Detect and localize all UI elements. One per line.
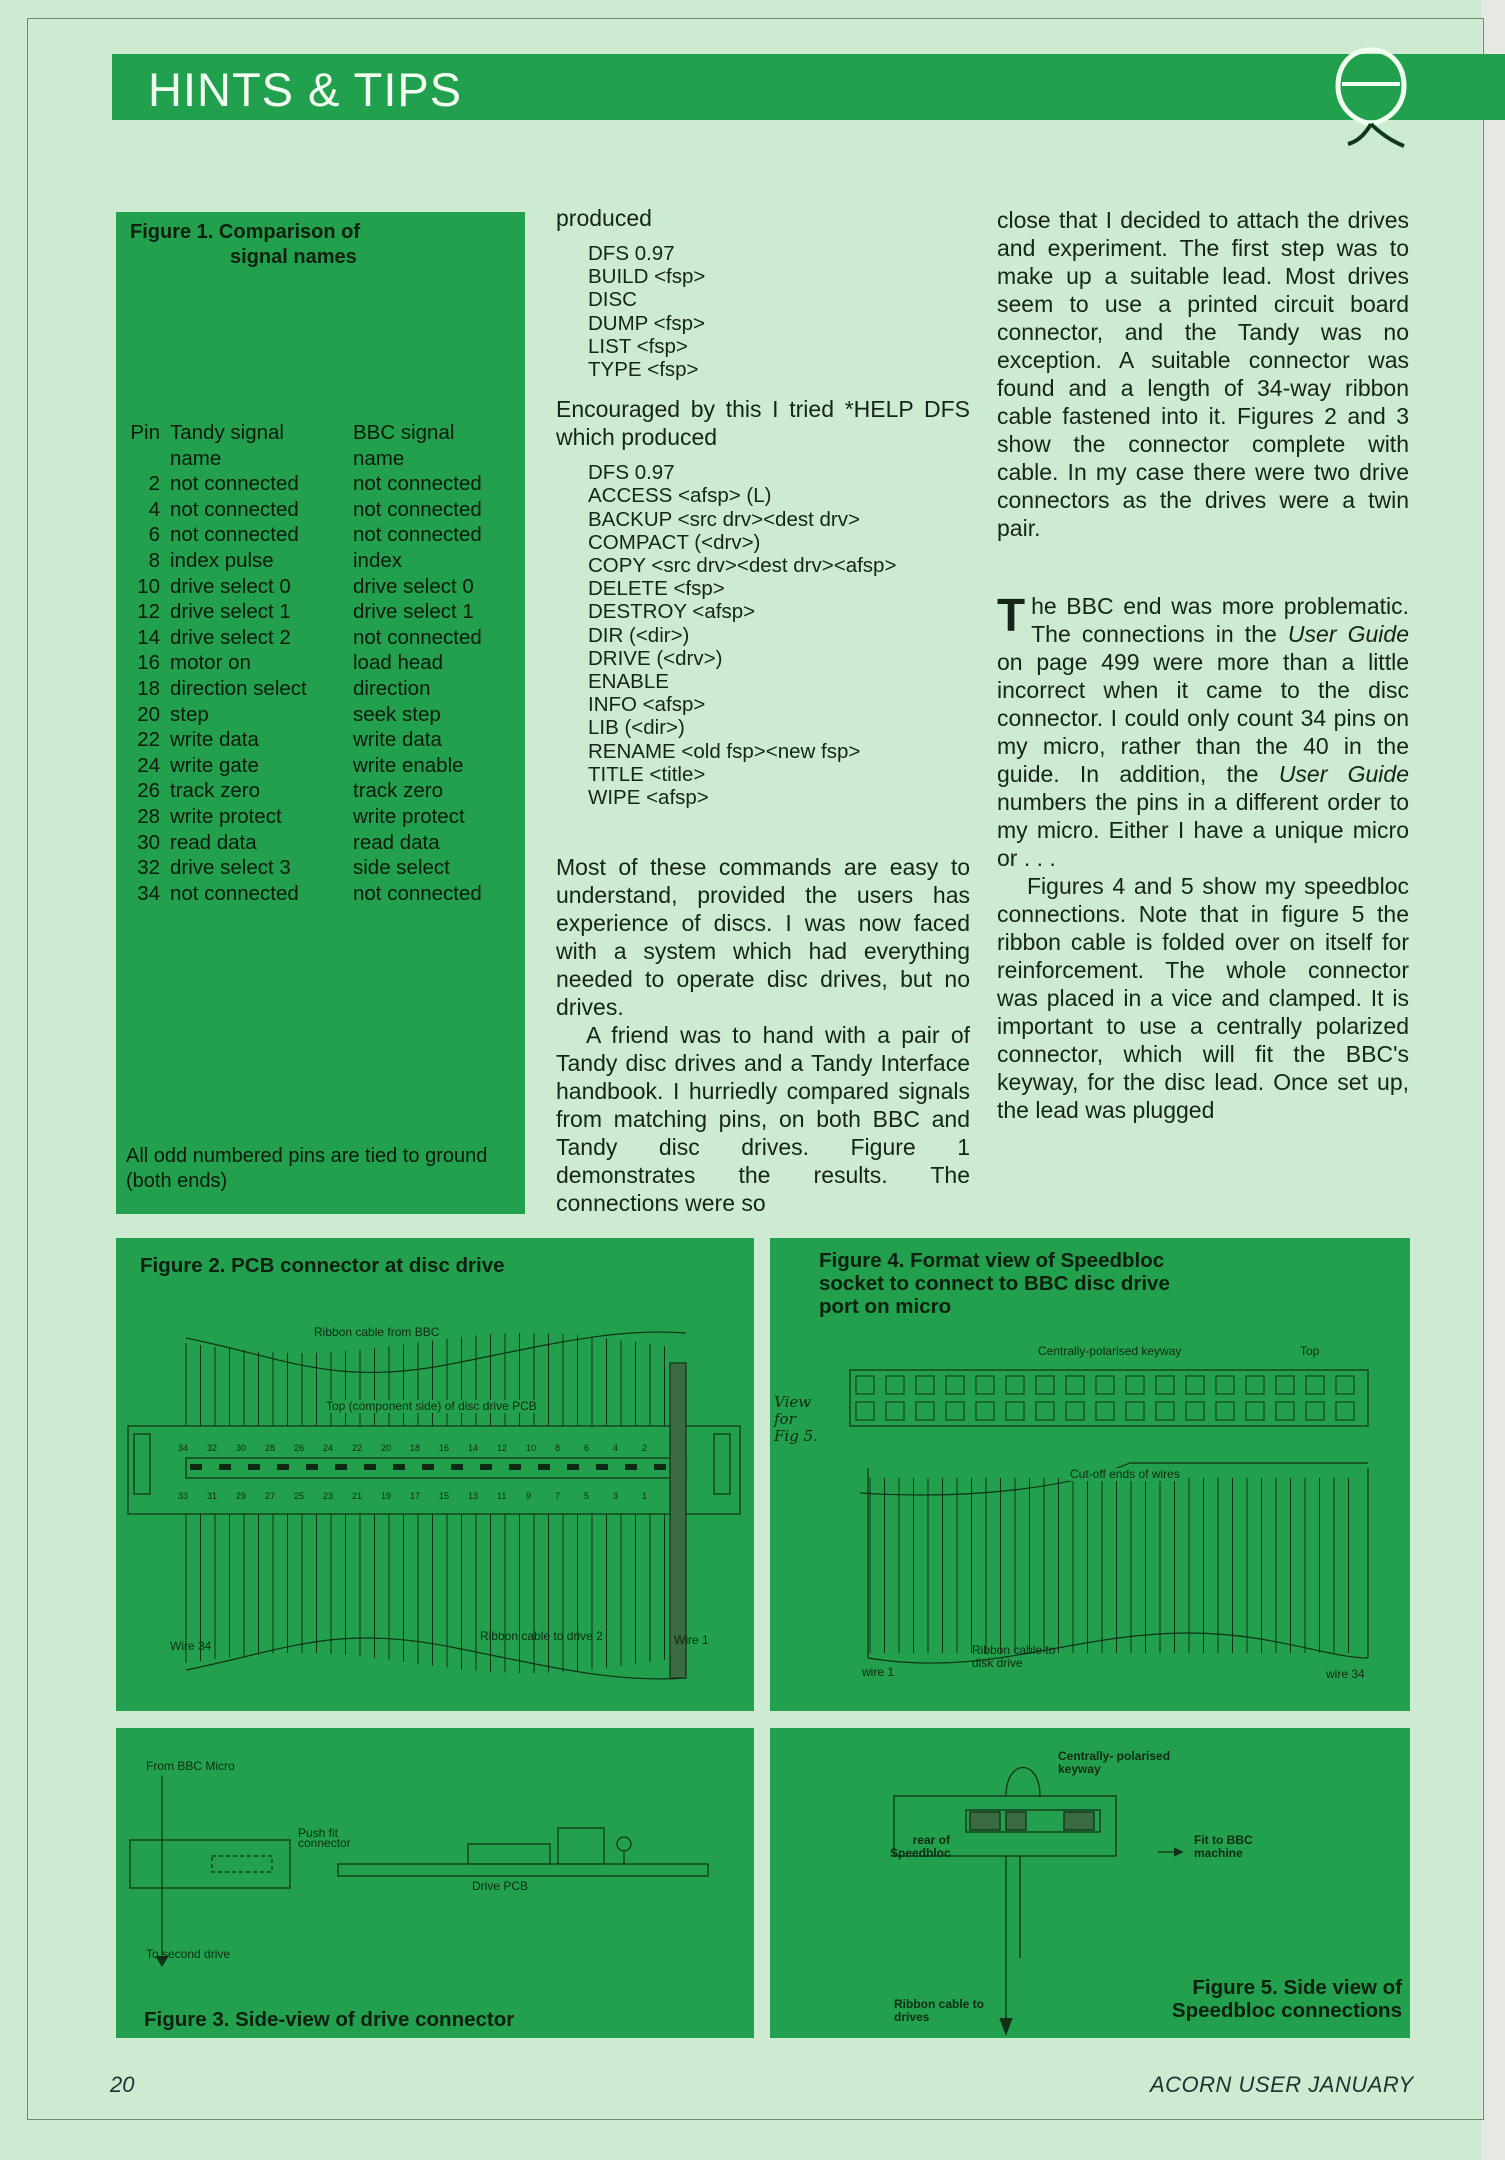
- col-pin: Pin: [130, 421, 160, 444]
- bbc-signal: side select: [353, 856, 450, 880]
- socket-cell: [1096, 1402, 1114, 1420]
- tandy-signal: write gate: [170, 753, 259, 777]
- label-ribbon-to: Ribbon cable to drive 2: [480, 1629, 603, 1643]
- pin-number: 34: [137, 881, 160, 905]
- code-line: ENABLE: [588, 670, 669, 694]
- pin-label: 14: [468, 1443, 479, 1453]
- pin-contact: [538, 1464, 550, 1470]
- caption-line: signal names: [230, 246, 357, 268]
- pin-number: 6: [148, 523, 160, 547]
- bbc-signal: index: [353, 548, 403, 572]
- code-line: TYPE <fsp>: [588, 358, 699, 382]
- pin-label: 18: [410, 1443, 421, 1453]
- col-tandy: Tandy signal: [170, 421, 284, 444]
- table-row: [126, 855, 521, 881]
- socket-cell: [1126, 1402, 1144, 1420]
- text-run: he BBC end was more problematic. The connections in the: [1031, 593, 1409, 647]
- socket-cell: [976, 1402, 994, 1420]
- bbc-signal: not connected: [353, 497, 482, 521]
- table-row: [126, 625, 521, 651]
- socket-cell: [1336, 1376, 1354, 1394]
- pin-number: 32: [137, 856, 160, 880]
- label-top: Top: [1300, 1344, 1320, 1358]
- tandy-signal: direction select: [170, 676, 307, 700]
- code-line: LIST <fsp>: [588, 334, 688, 358]
- code-line: ACCESS <afsp> (L): [588, 484, 772, 508]
- handwritten-note: View for Fig 5.: [774, 1393, 818, 1445]
- pin-number: 8: [148, 548, 160, 572]
- acorn-icon: [1328, 44, 1414, 154]
- table-row: [126, 804, 521, 830]
- socket-cell: [976, 1376, 994, 1394]
- socket-cell: [1276, 1402, 1294, 1420]
- pin-label: 12: [497, 1443, 508, 1453]
- figure-3-caption: Figure 3. Side-view of drive connector: [144, 2008, 515, 2031]
- pin-label: 34: [178, 1443, 189, 1453]
- tandy-signal: not connected: [170, 523, 299, 547]
- table-row: [126, 497, 521, 523]
- socket-cell: [886, 1376, 904, 1394]
- text-run: on page 499 were more than a little incorrect when it came to the disc connector. I could only count 34 pins on my micro, rather than the 40 in the guide. In addition, the: [997, 649, 1409, 787]
- page-number: 20: [110, 2072, 135, 2097]
- pin-number: 26: [137, 779, 160, 803]
- tandy-signal: write data: [170, 728, 259, 752]
- table-row: [126, 753, 521, 779]
- socket-cell: [1336, 1402, 1354, 1420]
- tandy-signal: read data: [170, 830, 257, 854]
- pin-contact: [451, 1464, 463, 1470]
- socket-cell: [1096, 1376, 1114, 1394]
- caption-line: Figure 1. Comparison of: [130, 221, 361, 243]
- paragraph: close that I decided to attach the drives and experiment. The first step was to make up a suitable lead. Most drives seem to use a printed circuit board connector, and the Tandy was no exception. A suitable connector was found and a length of 34-way ribbon cable fastened into it. Figures 2 and 3 show the connector complete with cable. In my case there were two drive connectors as the drives were a twin pair.: [997, 207, 1409, 541]
- bbc-signal: drive select 1: [353, 600, 474, 624]
- tandy-signal: index pulse: [170, 548, 274, 572]
- figure-5-caption: [1138, 1976, 1402, 2022]
- label-from-bbc: From BBC Micro: [146, 1759, 235, 1773]
- tandy-signal: drive select 3: [170, 856, 291, 880]
- pin-label: 1: [642, 1491, 648, 1501]
- bbc-signal: write data: [353, 728, 442, 752]
- code-line: INFO <afsp>: [588, 693, 706, 717]
- pin-label: 29: [236, 1491, 247, 1501]
- pin-label: 21: [352, 1491, 363, 1501]
- socket-cell: [856, 1402, 874, 1420]
- figure-2-caption: Figure 2. PCB connector at disc drive: [140, 1254, 505, 1277]
- socket-cell: [1216, 1376, 1234, 1394]
- socket-cell: [1156, 1376, 1174, 1394]
- pin-label: 31: [207, 1491, 218, 1501]
- socket-cell: [1216, 1402, 1234, 1420]
- caption-line: port on micro: [819, 1295, 952, 1318]
- pin-contact: [509, 1464, 521, 1470]
- label-rear: rear of Speedbloc: [890, 1833, 951, 1860]
- pin-label: 8: [555, 1443, 561, 1453]
- socket-cell: [1306, 1402, 1324, 1420]
- label-top-side: Top (component side) of disc drive PCB: [326, 1399, 537, 1413]
- pin-label: 2: [642, 1443, 648, 1453]
- socket-cell: [1276, 1376, 1294, 1394]
- label-ribbon-from: Ribbon cable from BBC: [314, 1325, 440, 1339]
- table-row: [126, 471, 521, 497]
- label-keyway: Centrally- polarised keyway: [1058, 1749, 1171, 1776]
- socket-cell: [1006, 1376, 1024, 1394]
- label-keyway: Centrally-polarised keyway: [1038, 1344, 1182, 1358]
- pin-number: 30: [137, 830, 160, 854]
- tandy-signal: not connected: [170, 881, 299, 905]
- code-line: COPY <src drv><dest drv><afsp>: [588, 554, 897, 578]
- paragraph: produced: [556, 205, 652, 231]
- bbc-signal: not connected: [353, 523, 482, 547]
- tandy-signal: not connected: [170, 472, 299, 496]
- pin-number: 4: [148, 497, 160, 521]
- pin-contact: [306, 1464, 318, 1470]
- magazine-name: ACORN USER JANUARY: [1150, 2072, 1414, 2097]
- pin-contact: [219, 1464, 231, 1470]
- pin-number: 16: [137, 651, 160, 675]
- figure-5-panel: [770, 1728, 1410, 2038]
- pin-label: 10: [526, 1443, 537, 1453]
- paragraph: Encouraged by this I tried *HELP DFS which produced: [556, 396, 970, 451]
- label-ribbon: Ribbon cable to drives: [894, 1997, 984, 2024]
- drop-cap: T: [997, 589, 1026, 641]
- socket-cell: [1036, 1402, 1054, 1420]
- text-run: numbers the pins in a different order to my micro. Either I have a unique micro or . . .: [997, 789, 1409, 871]
- pin-label: 3: [613, 1491, 619, 1501]
- tandy-signal: step: [170, 702, 209, 726]
- article-column-2: [556, 204, 970, 1217]
- code-line: WIPE <afsp>: [588, 786, 709, 810]
- pin-label: 17: [410, 1491, 421, 1501]
- bbc-signal: write protect: [353, 804, 465, 828]
- table-row: [126, 778, 521, 804]
- table-row: [126, 727, 521, 753]
- socket-cell: [1186, 1376, 1204, 1394]
- pin-label: 26: [294, 1443, 305, 1453]
- figure-4-panel: [770, 1238, 1410, 1711]
- pin-label: 11: [497, 1491, 507, 1501]
- bbc-signal: not connected: [353, 881, 482, 905]
- pin-label: 20: [381, 1443, 392, 1453]
- code-line: RENAME <old fsp><new fsp>: [588, 739, 861, 763]
- pin-contact: [422, 1464, 434, 1470]
- pin-number: 24: [137, 753, 160, 777]
- table-row: [126, 522, 521, 548]
- bbc-signal: write enable: [353, 753, 464, 777]
- pin-label: 19: [381, 1491, 392, 1501]
- figure-1-panel: [116, 212, 525, 1214]
- pin-number: 14: [137, 625, 160, 649]
- paragraph: Most of these commands are easy to understand, provided the users has experience of discs. I was now faced with a system which had everything needed to operate disc drives, but no drives.: [556, 854, 970, 1021]
- socket-cell: [1066, 1376, 1084, 1394]
- pin-number: 20: [137, 702, 160, 726]
- col-bbc: BBC signal: [353, 421, 455, 444]
- socket-cell: [856, 1376, 874, 1394]
- figure-1-caption: [130, 220, 510, 270]
- socket-cell: [916, 1402, 934, 1420]
- pin-contact: [248, 1464, 260, 1470]
- code-line: DUMP <fsp>: [588, 311, 705, 335]
- pin-number: 28: [137, 804, 160, 828]
- pin-label: 30: [236, 1443, 247, 1453]
- code-line: DRIVE (<drv>): [588, 646, 723, 670]
- pin-contact: [596, 1464, 608, 1470]
- caption-line: Figure 5. Side view of: [1192, 1976, 1402, 1999]
- code-line: DFS 0.97: [588, 242, 675, 265]
- pin-label: 7: [555, 1491, 561, 1501]
- pin-label: 24: [323, 1443, 334, 1453]
- pin-contact: [190, 1464, 202, 1470]
- label-drive-pcb: Drive PCB: [472, 1879, 529, 1893]
- label-to-second-drive: To second drive: [146, 1947, 231, 1961]
- paragraph: A friend was to hand with a pair of Tandy disc drives and a Tandy Interface handbook. I hurriedly compared signals from matching pins, on both BBC and Tandy disc drives. Figure 1 demonstrates the results. The connections were so: [556, 1022, 970, 1217]
- table-row: [126, 548, 521, 574]
- socket-cell: [946, 1376, 964, 1394]
- label-wire-34: Wire 34: [170, 1639, 212, 1653]
- pin-label: 33: [178, 1491, 189, 1501]
- label-push-fit: Push fit connector: [298, 1826, 351, 1850]
- side-view-diagram: [116, 1728, 754, 2038]
- article-column-3: [997, 206, 1409, 1124]
- bbc-signal: seek step: [353, 702, 441, 726]
- pin-contact: [654, 1464, 666, 1470]
- tandy-signal: not connected: [170, 497, 299, 521]
- table-row: [126, 599, 521, 625]
- socket-cell: [916, 1376, 934, 1394]
- pin-number: 10: [137, 574, 160, 598]
- col-bbc-2: name: [353, 446, 405, 470]
- pin-label: 16: [439, 1443, 450, 1453]
- text-run: User Guide: [1278, 761, 1410, 787]
- pin-label: 4: [613, 1443, 619, 1453]
- socket-cell: [946, 1402, 964, 1420]
- pin-number: 18: [137, 676, 160, 700]
- code-line: BUILD <fsp>: [588, 265, 706, 289]
- pin-label: 9: [526, 1491, 532, 1501]
- socket-cell: [1186, 1402, 1204, 1420]
- caption-line: socket to connect to BBC disc drive: [819, 1272, 1170, 1295]
- table-row: [126, 650, 521, 676]
- label-cutoff: Cut-off ends of wires: [1070, 1467, 1180, 1481]
- pin-number: 22: [137, 728, 160, 752]
- col-tandy-2: name: [170, 446, 222, 470]
- table-row: [126, 702, 521, 728]
- pin-label: 6: [584, 1443, 590, 1453]
- bbc-signal: direction: [353, 676, 431, 700]
- tandy-signal: drive select 0: [170, 574, 291, 598]
- pin-label: 5: [584, 1491, 590, 1501]
- socket-cell: [1066, 1402, 1084, 1420]
- table-row: [126, 830, 521, 856]
- code-line: DFS 0.97: [588, 461, 675, 485]
- tandy-signal: motor on: [170, 651, 251, 675]
- figure-3-panel: [116, 1728, 754, 2038]
- socket-cell: [1306, 1376, 1324, 1394]
- code-line: BACKUP <src drv><dest drv>: [588, 507, 860, 531]
- socket-cell: [1246, 1402, 1264, 1420]
- figure-2-panel: [116, 1238, 754, 1711]
- socket-cell: [886, 1402, 904, 1420]
- pin-label: 13: [468, 1491, 479, 1501]
- pin-number: 12: [137, 600, 160, 624]
- pcb-connector-diagram: [116, 1238, 754, 1711]
- code-line: DESTROY <afsp>: [588, 600, 756, 624]
- signal-table: [126, 420, 521, 906]
- pin-label: 22: [352, 1443, 363, 1453]
- socket-cell: [1156, 1402, 1174, 1420]
- code-line: COMPACT (<drv>): [588, 530, 761, 554]
- pin-label: 15: [439, 1491, 450, 1501]
- bbc-signal: load head: [353, 651, 444, 675]
- socket-cell: [1036, 1376, 1054, 1394]
- caption-line: Speedbloc connections: [1171, 1999, 1402, 2022]
- socket-cell: [1246, 1376, 1264, 1394]
- code-line: TITLE <title>: [588, 762, 706, 786]
- page-edge: [1482, 0, 1505, 2160]
- tandy-signal: write protect: [170, 804, 282, 828]
- tandy-signal: track zero: [170, 779, 260, 803]
- pin-contact: [335, 1464, 347, 1470]
- tandy-signal: drive select 1: [170, 600, 291, 624]
- pin-label: 28: [265, 1443, 276, 1453]
- table-row: [126, 676, 521, 702]
- code-listing-1: [556, 242, 970, 381]
- text-run: User Guide: [1287, 621, 1409, 647]
- code-line: DIR (<dir>): [588, 623, 690, 647]
- tandy-signal: drive select 2: [170, 625, 291, 649]
- pin-contact: [277, 1464, 289, 1470]
- code-line: LIB (<dir>): [588, 716, 685, 740]
- table-header: [126, 446, 521, 472]
- label-wire-1: Wire 1: [674, 1633, 709, 1647]
- pin-contact: [567, 1464, 579, 1470]
- pin-contact: [393, 1464, 405, 1470]
- pin-label: 25: [294, 1491, 305, 1501]
- paragraph: [997, 589, 1410, 872]
- label-wire-1: wire 1: [862, 1665, 895, 1679]
- label-wire-34: wire 34: [1326, 1667, 1365, 1681]
- table-header: [126, 420, 521, 446]
- pin-contact: [625, 1464, 637, 1470]
- bbc-signal: not connected: [353, 472, 482, 496]
- figure-1-note: All odd numbered pins are tied to ground (both ends): [126, 1145, 488, 1192]
- code-line: DISC: [588, 288, 637, 312]
- bbc-signal: track zero: [353, 779, 443, 803]
- pin-contact: [364, 1464, 376, 1470]
- pin-label: 32: [207, 1443, 218, 1453]
- pin-number: 2: [148, 472, 160, 496]
- table-row: [126, 574, 521, 600]
- socket-cell: [1006, 1402, 1024, 1420]
- bbc-signal: read data: [353, 830, 440, 854]
- caption-line: Figure 4. Format view of Speedbloc: [819, 1249, 1165, 1272]
- label-ribbon: Ribbon cable to disk drive: [972, 1643, 1056, 1670]
- bbc-signal: not connected: [353, 625, 482, 649]
- code-line: DELETE <fsp>: [588, 577, 725, 601]
- paragraph: Figures 4 and 5 show my speedbloc connections. Note that in figure 5 the ribbon cable is folded over on itself for reinforcement. The whole connector was placed in a vice and clamped. It is important to use a centrally polarized connector, which will fit the BBC's keyway, for the disc lead. Once set up, the lead was plugged: [997, 873, 1409, 1123]
- section-title: HINTS & TIPS: [148, 63, 463, 116]
- pin-label: 23: [323, 1491, 334, 1501]
- bbc-signal: drive select 0: [353, 574, 474, 598]
- socket-cell: [1126, 1376, 1144, 1394]
- pin-label: 27: [265, 1491, 276, 1501]
- table-row: [126, 881, 521, 907]
- label-fit: Fit to BBC machine: [1194, 1833, 1253, 1860]
- code-listing-2: [556, 461, 970, 809]
- pin-contact: [480, 1464, 492, 1470]
